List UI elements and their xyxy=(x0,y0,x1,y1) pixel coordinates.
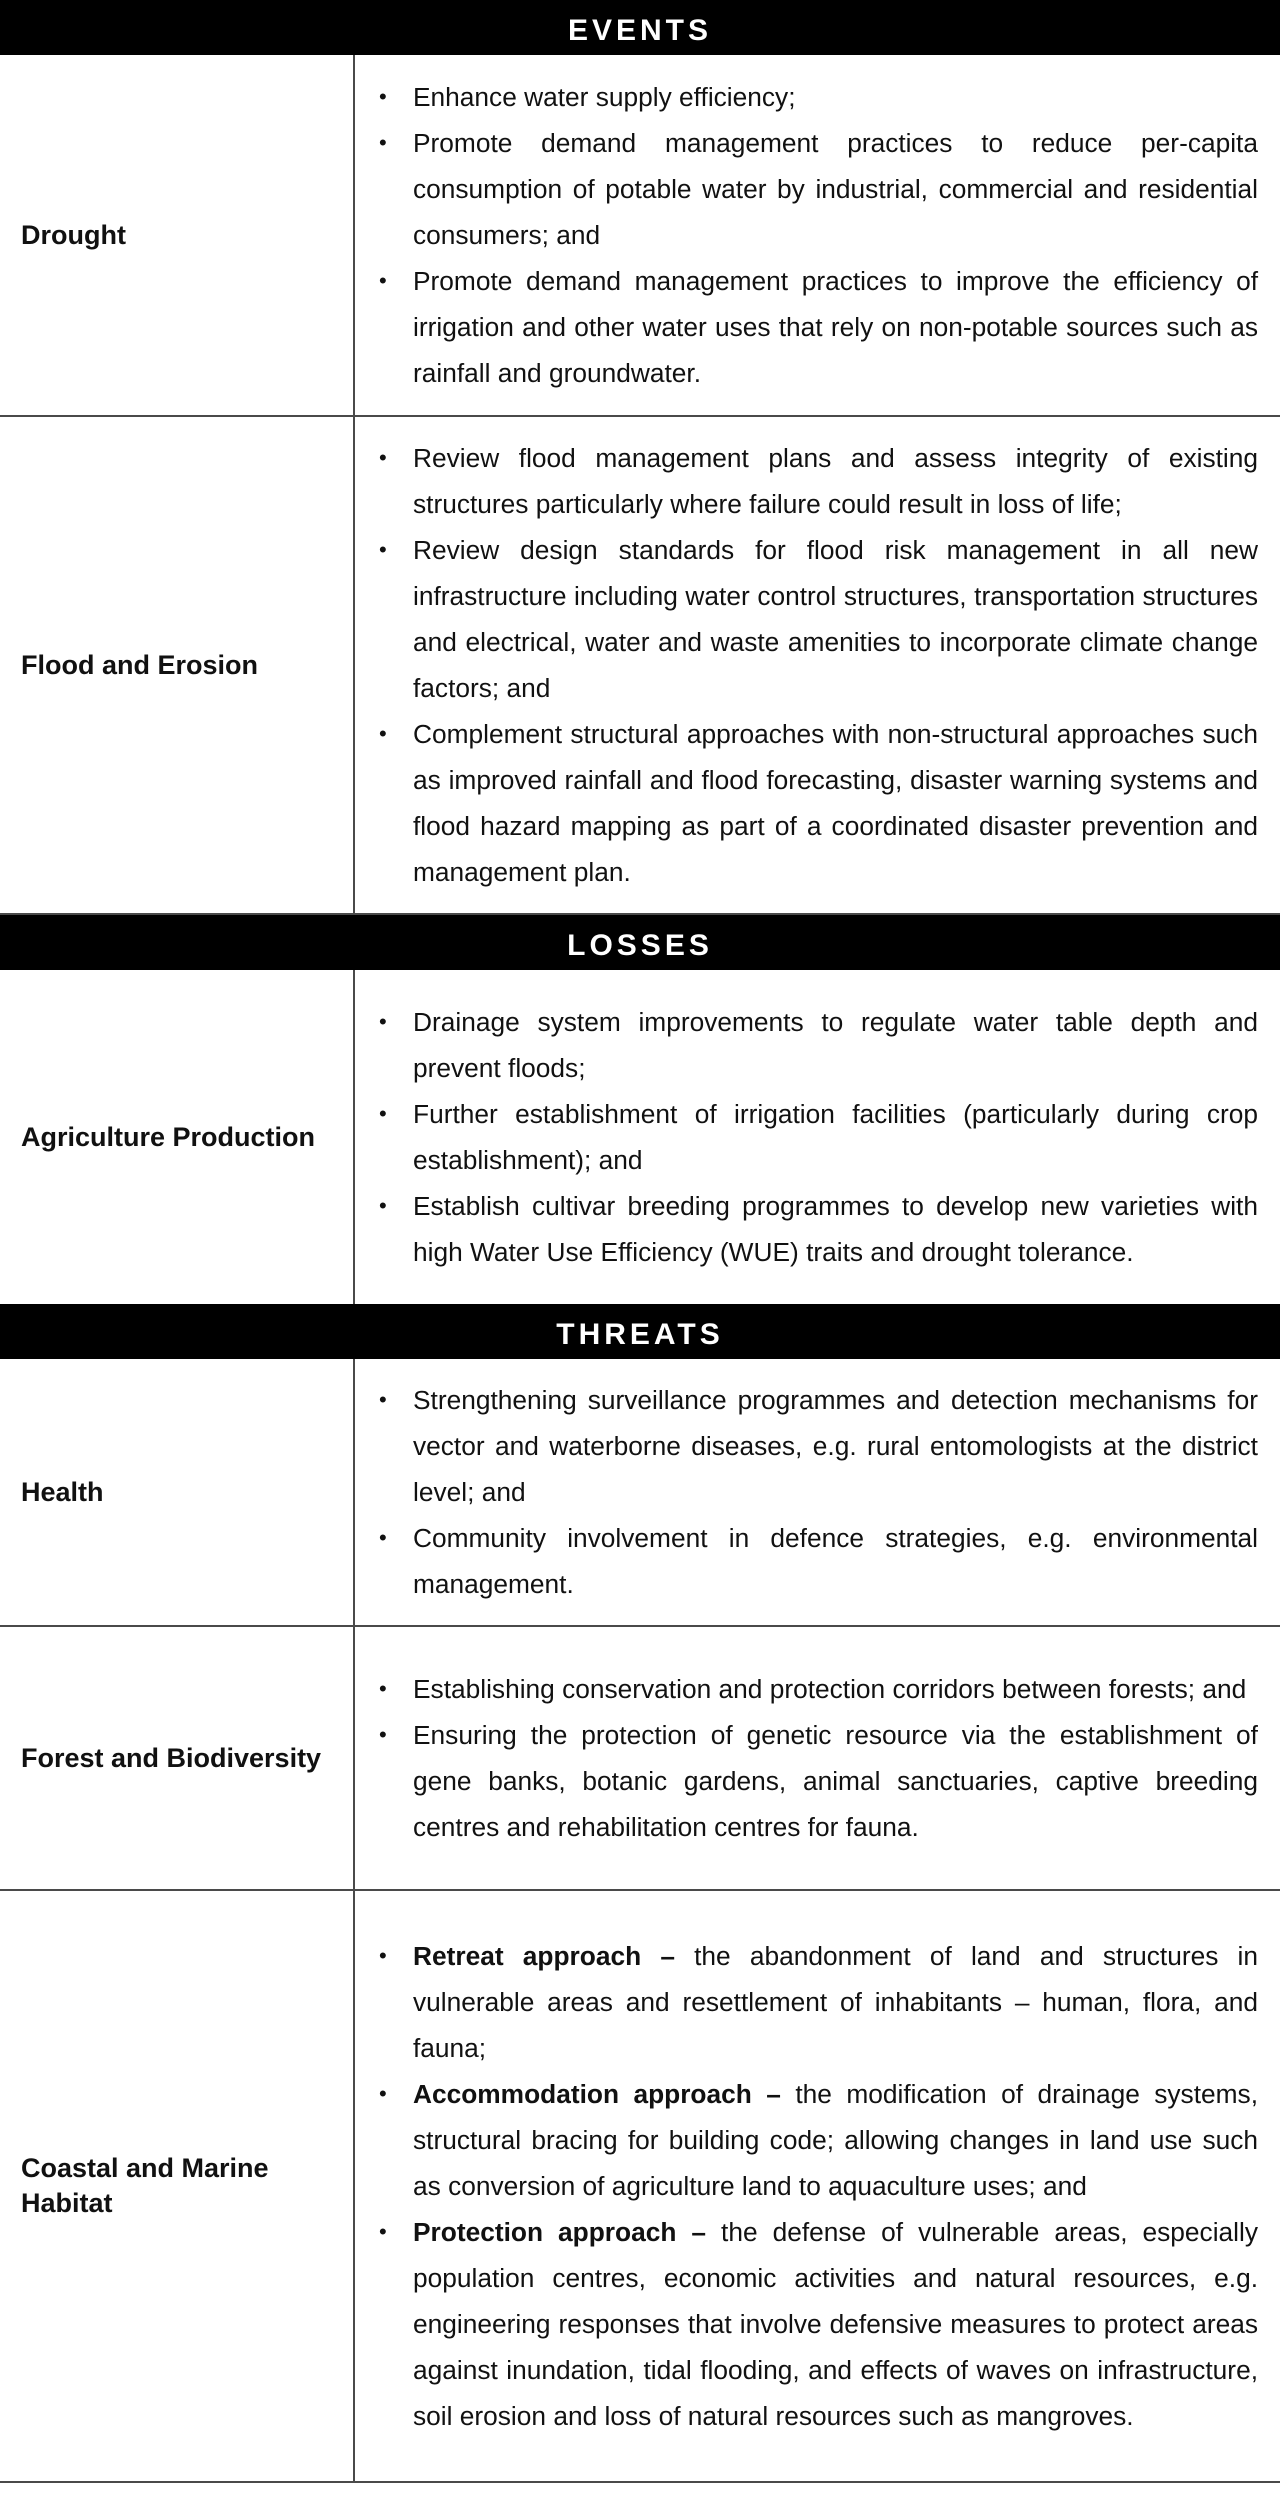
table-row-forest-and-biodiversity xyxy=(0,1627,1280,1891)
list-item xyxy=(375,2209,1258,2439)
list-item xyxy=(375,2071,1258,2209)
list-item: • Drainage system improvements to regulate water table depth and prevent floods; xyxy=(375,999,1258,1091)
list-item: • Review design standards for flood risk management in all new infrastructure including water control structures, transportation structures and electrical, water and waste amenities to incorporate climate change factors; and xyxy=(375,527,1258,711)
row-label: Flood and Erosion xyxy=(0,417,355,913)
bullet-list xyxy=(375,1377,1258,1607)
section-header-losses: LOSSES xyxy=(0,915,1280,970)
list-item: • Community involvement in defence strategies, e.g. environmental management. xyxy=(375,1515,1258,1607)
section-header-events: EVENTS xyxy=(0,0,1280,55)
list-item: • Establish cultivar breeding programmes to develop new varieties with high Water Use Efficiency (WUE) traits and drought tolerance. xyxy=(375,1183,1258,1275)
list-item: • Ensuring the protection of genetic resource via the establishment of gene banks, botanic gardens, animal sanctuaries, captive breeding centres and rehabilitation centres for fauna. xyxy=(375,1712,1258,1850)
bullet-list xyxy=(375,1666,1258,1850)
list-item: • Further establishment of irrigation facilities (particularly during crop establishment); and xyxy=(375,1091,1258,1183)
list-item: • Complement structural approaches with non-structural approaches such as improved rainfall and flood forecasting, disaster warning systems and flood hazard mapping as part of a coordinated disaster prevention and management plan. xyxy=(375,711,1258,895)
list-item: • Enhance water supply efficiency; xyxy=(375,74,1258,120)
approach-text: the abandonment of land and structures in vulnerable areas and resettlement of inhabitants – human, flora, and fauna; xyxy=(413,1941,1258,2063)
row-label: Health xyxy=(0,1359,355,1625)
list-item xyxy=(375,1933,1258,2071)
bullet-list xyxy=(375,435,1258,895)
bullet-list xyxy=(375,74,1258,396)
row-content xyxy=(355,1359,1280,1625)
row-label: Drought xyxy=(0,55,355,415)
table-row-flood-and-erosion xyxy=(0,417,1280,915)
row-content xyxy=(355,1891,1280,2481)
approach-title: Accommodation approach – xyxy=(413,2079,781,2109)
bullet-list xyxy=(375,1933,1258,2439)
row-content xyxy=(355,1627,1280,1889)
bullet-list xyxy=(375,999,1258,1275)
table-row-drought xyxy=(0,55,1280,417)
row-label: Agriculture Production xyxy=(0,970,355,1304)
list-item: • Review flood management plans and assess integrity of existing structures particularly where failure could result in loss of life; xyxy=(375,435,1258,527)
approach-text: the modification of drainage systems, structural bracing for building code; allowing changes in land use such as conversion of agriculture land to aquaculture uses; and xyxy=(413,2079,1258,2201)
table-row-agriculture-production xyxy=(0,970,1280,1304)
table-row-health xyxy=(0,1359,1280,1627)
row-label: Forest and Biodiversity xyxy=(0,1627,355,1889)
row-label: Coastal and Marine Habitat xyxy=(0,1891,355,2481)
approach-text: the defense of vulnerable areas, especially population centres, economic activities and natural resources, e.g. engineering responses that involve defensive measures to protect areas against inundation, tidal flooding, and effects of waves on infrastructure, soil erosion and loss of natural resources such as mangroves. xyxy=(413,2217,1258,2431)
list-item: • Establishing conservation and protection corridors between forests; and xyxy=(375,1666,1258,1712)
approach-title: Retreat approach – xyxy=(413,1941,675,1971)
table-row-coastal-and-marine-habitat xyxy=(0,1891,1280,2483)
approach-title: Protection approach – xyxy=(413,2217,707,2247)
list-item: • Promote demand management practices to reduce per-capita consumption of potable water by industrial, commercial and residential consumers; and xyxy=(375,120,1258,258)
list-item: • Strengthening surveillance programmes and detection mechanisms for vector and waterborne diseases, e.g. rural entomologists at the district level; and xyxy=(375,1377,1258,1515)
section-header-threats: THREATS xyxy=(0,1304,1280,1359)
row-content xyxy=(355,55,1280,415)
list-item: • Promote demand management practices to improve the efficiency of irrigation and other water uses that rely on non-potable sources such as rainfall and groundwater. xyxy=(375,258,1258,396)
row-content xyxy=(355,417,1280,913)
row-content xyxy=(355,970,1280,1304)
